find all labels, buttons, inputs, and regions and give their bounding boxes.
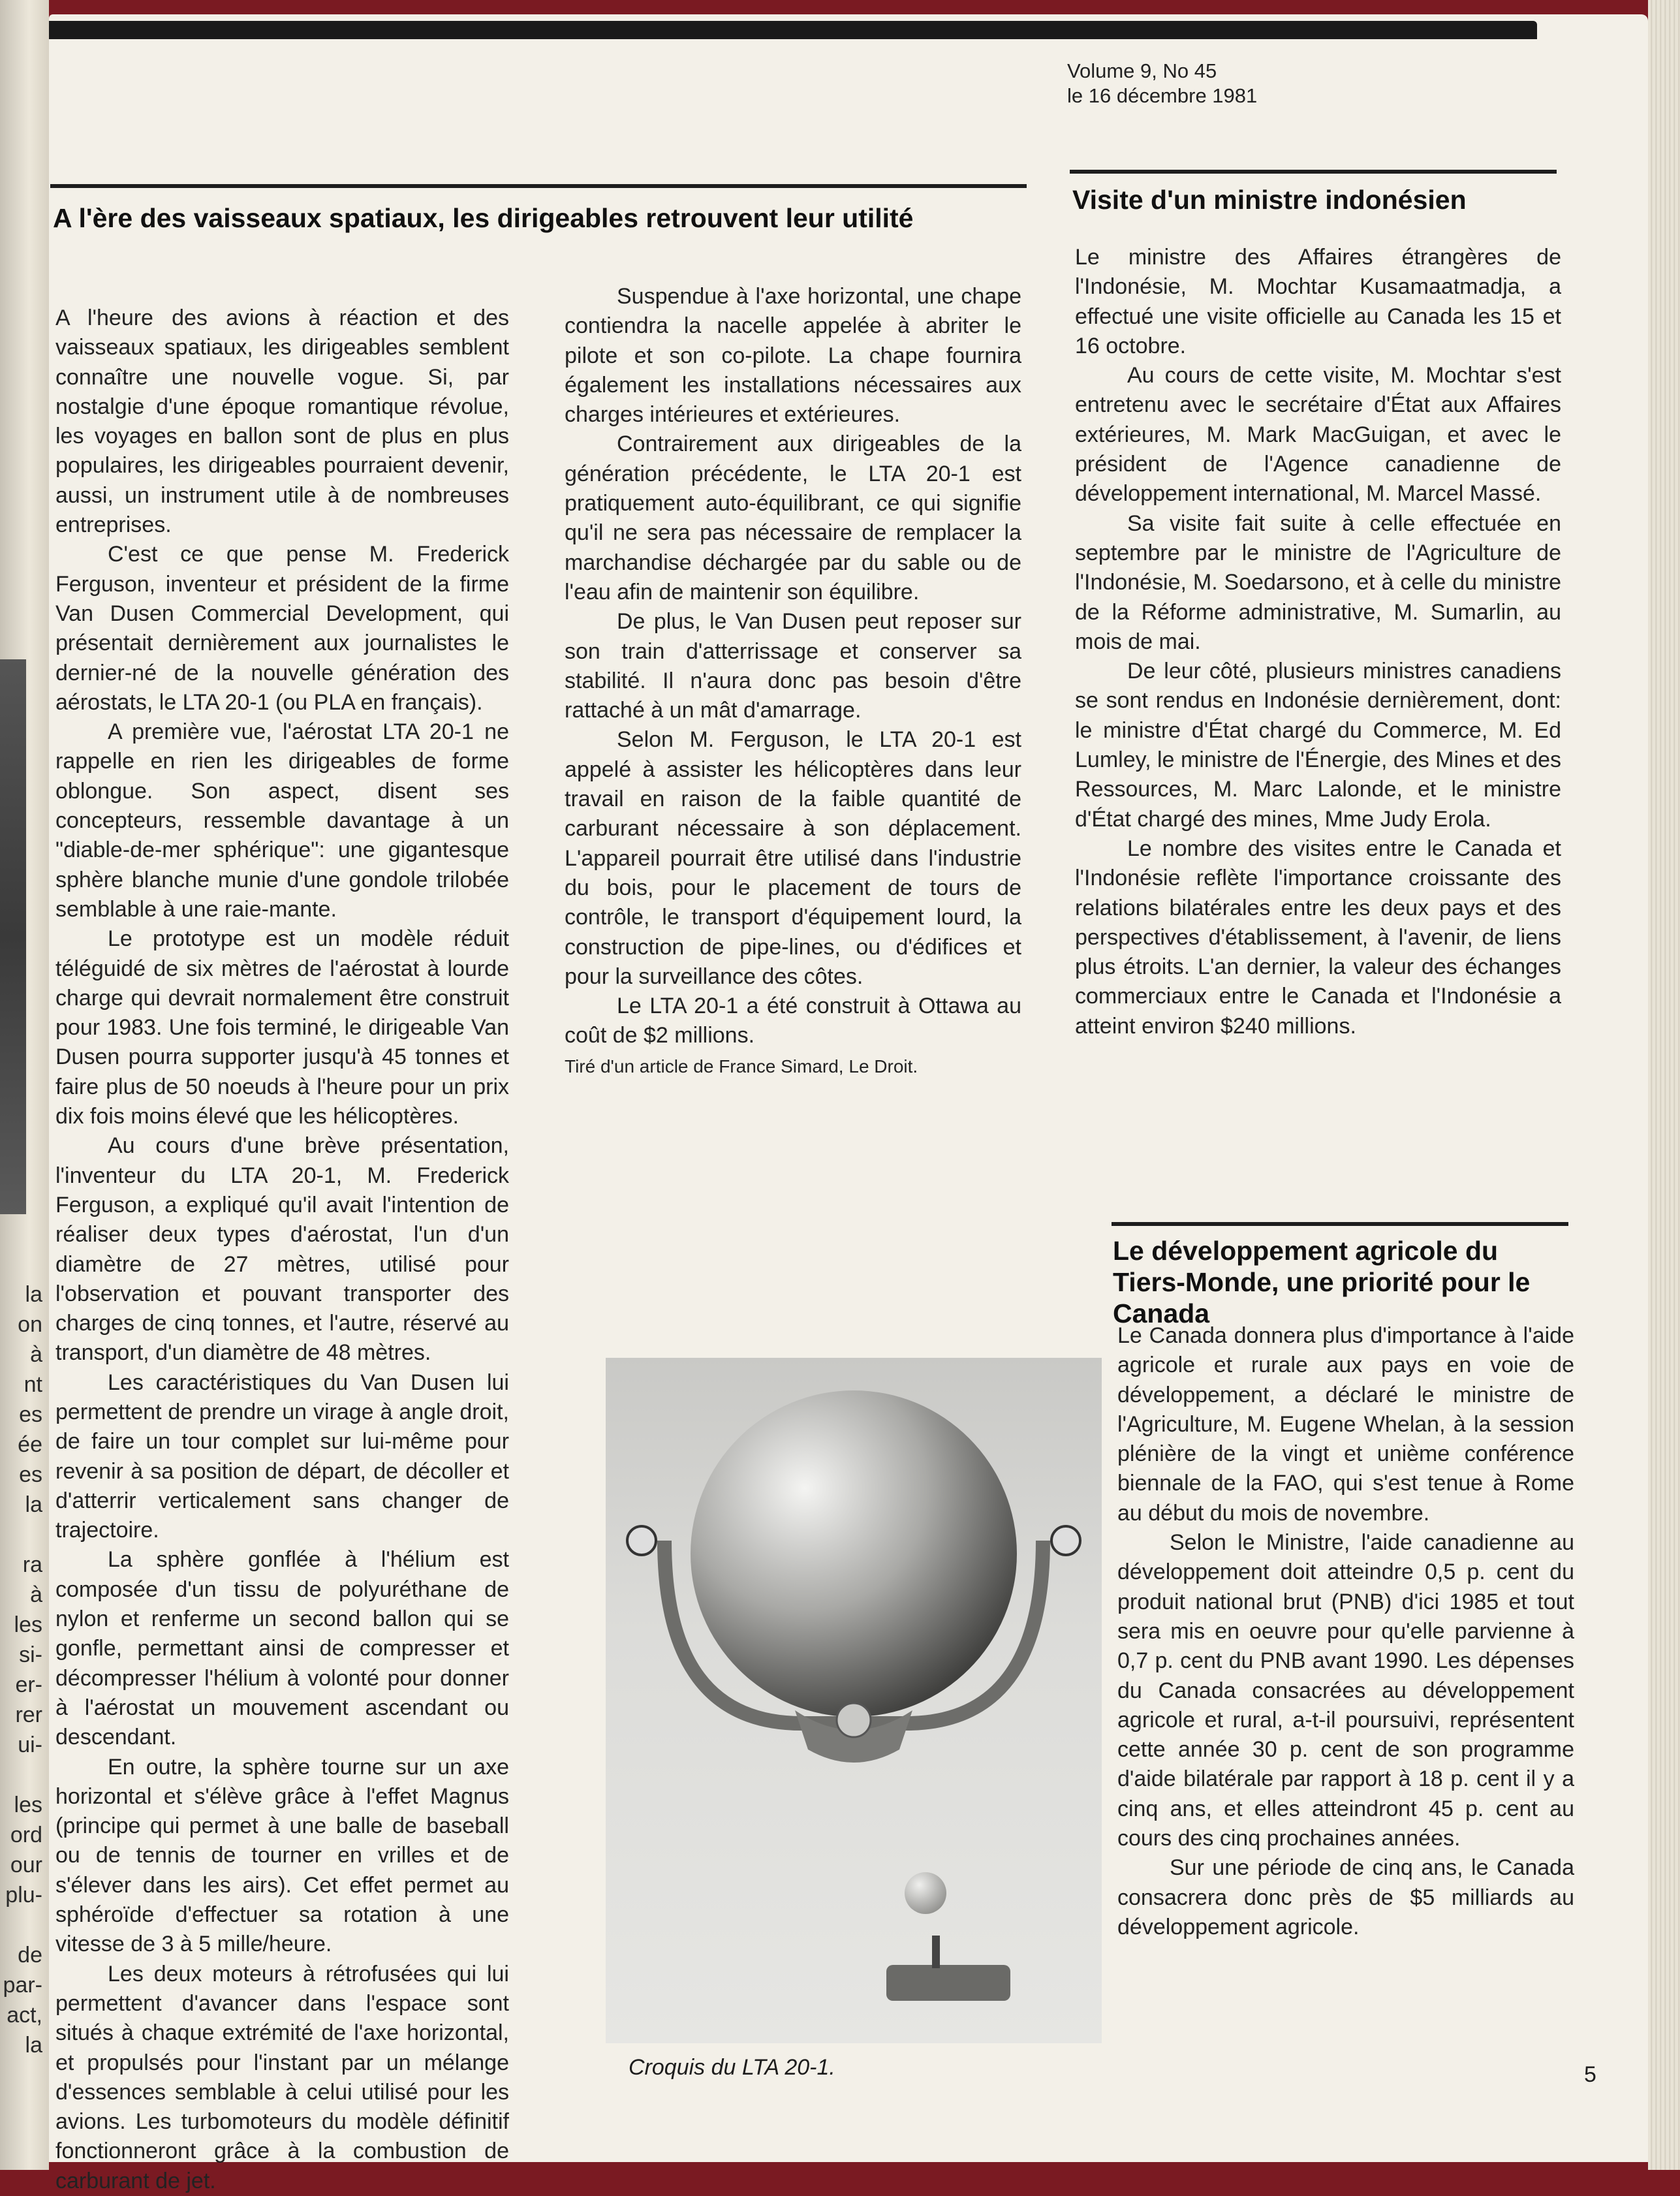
spine-fragment: la bbox=[25, 1282, 42, 1307]
paragraph: De leur côté, plusieurs ministres canadiens se sont rendus en Indonésie dernièrement, dont: le ministre d'État chargé du Commerce, M. Ed Lumley, le ministre de l'Énergie, des Mines et des Ressources, M. Marc Lalonde, et le ministre d'État chargé des mines, Mme Judy Erola. bbox=[1075, 659, 1561, 832]
issue-date: le 16 décembre 1981 bbox=[1067, 84, 1258, 107]
airship-sphere bbox=[691, 1390, 1017, 1717]
paragraph: Au cours d'une brève présentation, l'inventeur du LTA 20-1, M. Frederick Ferguson, a expliqué qu'il avait l'intention de réaliser deux types d'aérostat, l'un d'un diamètre de 27 mètres, utilisé pour l'observation et pouvant transporter des charges de cinq tonnes, et l'autre, réservé au transport, d'un diamètre de 48 mètres. bbox=[55, 1133, 509, 1366]
spine-fragment bbox=[0, 1910, 42, 1940]
spine-fragment: nt bbox=[23, 1372, 42, 1397]
spine-fragment: es bbox=[19, 1462, 42, 1487]
paragraph: Au cours de cette visite, M. Mochtar s'est entretenu avec le secrétaire d'État aux Affaires extérieures, M. Mark MacGuigan, et avec le président de l'Agence canadienne de développement international, M. Marcel Massé. bbox=[1075, 363, 1561, 507]
spine-fragment: les bbox=[14, 1612, 42, 1637]
article-column-2 bbox=[565, 282, 1021, 1080]
paragraph: De plus, le Van Dusen peut reposer sur son train d'atterrissage et conserver sa stabilité. Il n'aura donc pas besoin d'être rattaché à un mât d'amarrage. bbox=[565, 609, 1021, 723]
paragraph: Le LTA 20-1 a été construit à Ottawa au coût de $2 millions. bbox=[565, 994, 1021, 1048]
paragraph: Les caractéristiques du Van Dusen lui permettent de prendre un virage à angle droit, de faire un tour complet sur lui-même pour revenir à sa position de départ, de décoller et d'atterrir verticalement sans changer de trajectoire. bbox=[55, 1370, 509, 1543]
paragraph: Le nombre des visites entre le Canada et l'Indonésie reflète l'importance croissante des relations bilatérales entre les deux pays et des perspectives d'établissement, à l'avenir, de liens plus étroits. L'an dernier, la valeur des échanges commerciaux entre le Canada et l'Indonésie a atteint environ $240 millions. bbox=[1075, 836, 1561, 1039]
paragraph: Contrairement aux dirigeables de la génération précédente, le LTA 20-1 est pratiquement auto-équilibrant, ce qui signifie qu'il ne sera pas nécessaire de remplacer la marchandise déchargée par du sable ou de l'eau afin de maintenir son équilibre. bbox=[565, 431, 1021, 604]
masthead bbox=[1067, 59, 1257, 108]
adjacent-page-text-fragments bbox=[0, 1279, 49, 2060]
spine-fragment bbox=[0, 1760, 42, 1790]
cockpit bbox=[837, 1703, 871, 1737]
spine-fragment: les bbox=[14, 1793, 42, 1817]
lta-sketch-figure bbox=[606, 1358, 1102, 2043]
left-engine bbox=[627, 1526, 656, 1555]
paragraph: Le ministre des Affaires étrangères de l'Indonésie, M. Mochtar Kusamaatmadja, a effectué une visite officielle au Canada les 15 et 16 octobre. bbox=[1075, 245, 1561, 358]
article-column-indonesie bbox=[1075, 243, 1561, 1041]
adjacent-page-photo bbox=[0, 659, 26, 1214]
ship-hull bbox=[886, 1965, 1010, 2001]
page-number: 5 bbox=[1584, 2062, 1596, 2087]
spine-fragment: on bbox=[18, 1312, 42, 1337]
distant-airship bbox=[905, 1872, 946, 1914]
spine-fragment: de bbox=[18, 1943, 42, 1968]
spine-fragment: par- bbox=[3, 1973, 42, 1998]
paragraph: Selon M. Ferguson, le LTA 20-1 est appelé à assister les hélicoptères dans leur travail en raison de la faible quantité de carburant nécessaire à son déplacement. L'appareil pourrait être utilisé dans l'industrie du bois, pour le placement de tours de contrôle, le transport d'équipement lourd, la construction de pipe-lines, ou d'édifices et pour la surveillance des côtes. bbox=[565, 727, 1021, 989]
spine-fragment: la bbox=[25, 1492, 42, 1517]
volume-number: Volume 9, No 45 bbox=[1067, 59, 1217, 82]
article-rule-right-bottom bbox=[1112, 1222, 1568, 1226]
adjacent-page-strip bbox=[0, 0, 49, 2170]
paragraph: Suspendue à l'axe horizontal, une chape contiendra la nacelle appelée à abriter le pilote et son co-pilote. La chape fournira également les installations nécessaires aux charges intérieures et extérieures. bbox=[565, 284, 1021, 428]
article-title-agricole: Le développement agricole du Tiers-Monde, une priorité pour le Canada bbox=[1113, 1236, 1531, 1328]
ship-derrick bbox=[932, 1936, 940, 1968]
paragraph: Les deux moteurs à rétrofusées qui lui permettent d'avancer dans l'espace sont situés à chaque extrémité de l'axe horizontal, et propulsés pour l'instant par un mélange d'essences semblable à celui utilisé pour les avions. Les turbomoteurs du modèle définitif fonctionneront grâce à la combustion de carburant de jet. bbox=[55, 1961, 509, 2193]
paragraph: A l'heure des avions à réaction et des vaisseaux spatiaux, les dirigeables semblent connaître une nouvelle vogue. Si, par nostalgie d'une époque romantique révolue, les voyages en ballon sont de plus en plus populaires, les dirigeables pourraient devenir, aussi, un instrument utile à de nombreuses entreprises. bbox=[55, 306, 509, 538]
paragraph: En outre, la sphère tourne sur un axe horizontal et s'élève grâce à l'effet Magnus (principe qui permet à une balle de baseball ou de tennis de tourner en vrilles et de s'élever dans les airs). Cet effet permet au sphéroïde d'effectuer sa rotation à une vitesse de 3 à 5 mille/heure. bbox=[55, 1754, 509, 1957]
paragraph: Le Canada donnera plus d'importance à l'aide agricole et rurale aux pays en voie de développement, a déclaré le ministre de l'Agriculture, M. Eugene Whelan, à la session plénière de la vingt et unième conférence biennale de la FAO, qui s'est tenue à Rome au début du mois de novembre. bbox=[1117, 1323, 1574, 1526]
spine-fragment: à bbox=[30, 1342, 42, 1367]
article-title-dirigeables: A l'ère des vaisseaux spatiaux, les dirigeables retrouvent leur utilité bbox=[53, 203, 914, 233]
spine-fragment: act, bbox=[7, 2003, 42, 2028]
paragraph: La sphère gonflée à l'hélium est composée d'un tissu de polyuréthane de nylon et renferme un second ballon qui se gonfle, permettant ainsi de compresser et décompresser l'hélium à volonté pour donner à l'aérostat un mouvement ascendant ou descendant. bbox=[55, 1547, 509, 1750]
spine-fragment bbox=[0, 1520, 42, 1550]
spine-fragment: ui- bbox=[18, 1733, 42, 1757]
spine-fragment: ra bbox=[22, 1552, 42, 1577]
top-rule bbox=[49, 21, 1537, 39]
spine-fragment: la bbox=[25, 2033, 42, 2058]
right-engine bbox=[1051, 1526, 1080, 1555]
spine-fragment: er- bbox=[15, 1672, 42, 1697]
figure-caption: Croquis du LTA 20-1. bbox=[629, 2055, 835, 2080]
spine-fragment: our bbox=[10, 1853, 42, 1877]
spine-fragment: rer bbox=[15, 1702, 42, 1727]
paragraph: C'est ce que pense M. Frederick Ferguson, inventeur et président de la firme Van Dusen Commercial Development, qui présentait dernièrement aux journalistes le dernier-né de la nouvelle génération des aérostats, le LTA 20-1 (ou PLA en français). bbox=[55, 542, 509, 715]
spine-fragment: plu- bbox=[5, 1883, 42, 1907]
paragraph: Sur une période de cinq ans, le Canada consacrera donc près de $5 milliards au développement agricole. bbox=[1117, 1855, 1574, 1939]
article-credit: Tiré d'un article de France Simard, Le Droit. bbox=[565, 1056, 918, 1076]
paragraph: A première vue, l'aérostat LTA 20-1 ne rappelle en rien les dirigeables de forme oblongue. Son aspect, disent ses concepteurs, ressemble davantage à un "diable-de-mer sphérique": une gigantesque sphère blanche munie d'une gondole trilobée semblable à une raie-mante. bbox=[55, 719, 509, 922]
magazine-page bbox=[49, 14, 1648, 2193]
spine-fragment: si- bbox=[19, 1642, 42, 1667]
page-edge bbox=[1648, 0, 1680, 2170]
article-column-1 bbox=[55, 304, 509, 2196]
spine-fragment: ord bbox=[10, 1823, 42, 1847]
paragraph: Sa visite fait suite à celle effectuée en septembre par le ministre de l'Agriculture de l'Indonésie, M. Soedarsono, et à celle du ministre de la Réforme administrative, M. Sumarlin, au mois de mai. bbox=[1075, 510, 1561, 654]
paragraph: Le prototype est un modèle réduit téléguidé de six mètres de l'aérostat à lourde charge qui devrait normalement être construit pour 1983. Une fois terminé, le dirigeable Van Dusen pourra supporter jusqu'à 45 tonnes et faire plus de 50 noeuds à l'heure pour un prix dix fois moins élevé que les hélicoptères. bbox=[55, 926, 509, 1129]
article-rule-right-top bbox=[1070, 170, 1557, 174]
article-title-indonesie: Visite d'un ministre indonésien bbox=[1072, 185, 1467, 215]
article-rule-left bbox=[50, 184, 1027, 188]
article-column-agricole bbox=[1117, 1321, 1574, 1942]
spine-fragment: à bbox=[30, 1582, 42, 1607]
spine-fragment: ée bbox=[18, 1432, 42, 1457]
spine-fragment: es bbox=[19, 1402, 42, 1427]
airship-sketch bbox=[606, 1358, 1102, 2043]
paragraph: Selon le Ministre, l'aide canadienne au développement doit atteindre 0,5 p. cent du produit national brut (PNB) d'ici 1985 et tout sera mis en oeuvre pour qu'elle parvienne à 0,7 p. cent du PNB avant 1990. Les dépenses du Canada consacrées au développement agricole et rural, a-t-il poursuivi, représentent cette année 30 p. cent de son programme d'aide bilatérale par rapport à 18 p. cent il y a cinq ans, et elles atteindront 45 p. cent au cours des cinq prochaines années. bbox=[1117, 1530, 1574, 1851]
